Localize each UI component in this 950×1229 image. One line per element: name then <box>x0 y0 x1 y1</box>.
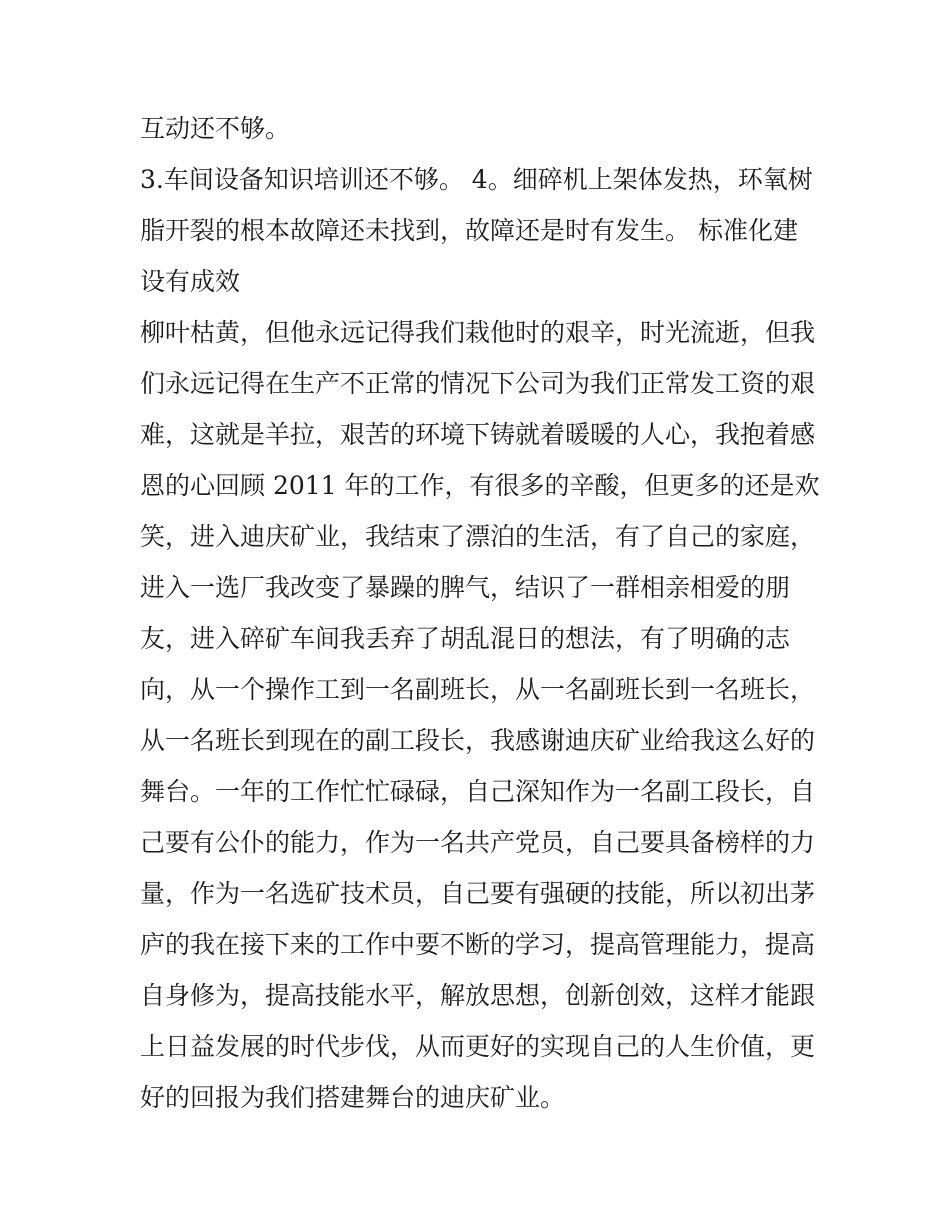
paragraph-reflection <box>140 307 820 1123</box>
text-line: 们永远记得在生产不正常的情况下公司为我们正常发工资的艰 <box>140 369 816 398</box>
text-line: 量，作为一名选矿技术员，自己要有强硬的技能，所以初出茅 <box>140 879 816 908</box>
text-line: 进入一选厂我改变了暴躁的脾气，结识了一群相亲相爱的朋 <box>140 573 791 602</box>
text-line: 上日益发展的时代步伐，从而更好的实现自己的人生价值，更 <box>140 1032 816 1061</box>
text-line: 笑，进入迪庆矿业，我结束了漂泊的生活，有了自己的家庭， <box>140 522 816 551</box>
paragraph-issues <box>140 103 820 307</box>
text-line: 己要有公仆的能力，作为一名共产党员，自己要具备榜样的力 <box>140 828 816 857</box>
text-line: 互动还不够。 <box>140 114 291 143</box>
text-line: 舞台。一年的工作忙忙碌碌，自己深知作为一名副工段长，自 <box>140 777 816 806</box>
text-line: 从一名班长到现在的副工段长，我感谢迪庆矿业给我这么好的 <box>140 726 816 755</box>
text-line: 难，这就是羊拉，艰苦的环境下铸就着暖暖的人心，我抱着感 <box>140 420 816 449</box>
text-line: 设有成效 <box>140 267 241 296</box>
text-line: 自身修为，提高技能水平，解放思想，创新创效，这样才能跟 <box>140 981 816 1010</box>
text-line: 友，进入碎矿车间我丢弃了胡乱混日的想法，有了明确的志 <box>140 624 791 653</box>
text-line: 好的回报为我们搭建舞台的迪庆矿业。 <box>140 1083 566 1112</box>
text-line: 3.车间设备知识培训还不够。 4。细碎机上架体发热，环氧树 <box>140 165 813 194</box>
text-line: 柳叶枯黄，但他永远记得我们栽他时的艰辛，时光流逝，但我 <box>140 318 816 347</box>
text-line: 恩的心回顾 2011 年的工作，有很多的辛酸，但更多的还是欢 <box>140 471 820 500</box>
text-line: 庐的我在接下来的工作中要不断的学习，提高管理能力，提高 <box>140 930 816 959</box>
text-line: 脂开裂的根本故障还未找到，故障还是时有发生。 标准化建 <box>140 216 798 245</box>
text-line: 向，从一个操作工到一名副班长，从一名副班长到一名班长， <box>140 675 816 704</box>
